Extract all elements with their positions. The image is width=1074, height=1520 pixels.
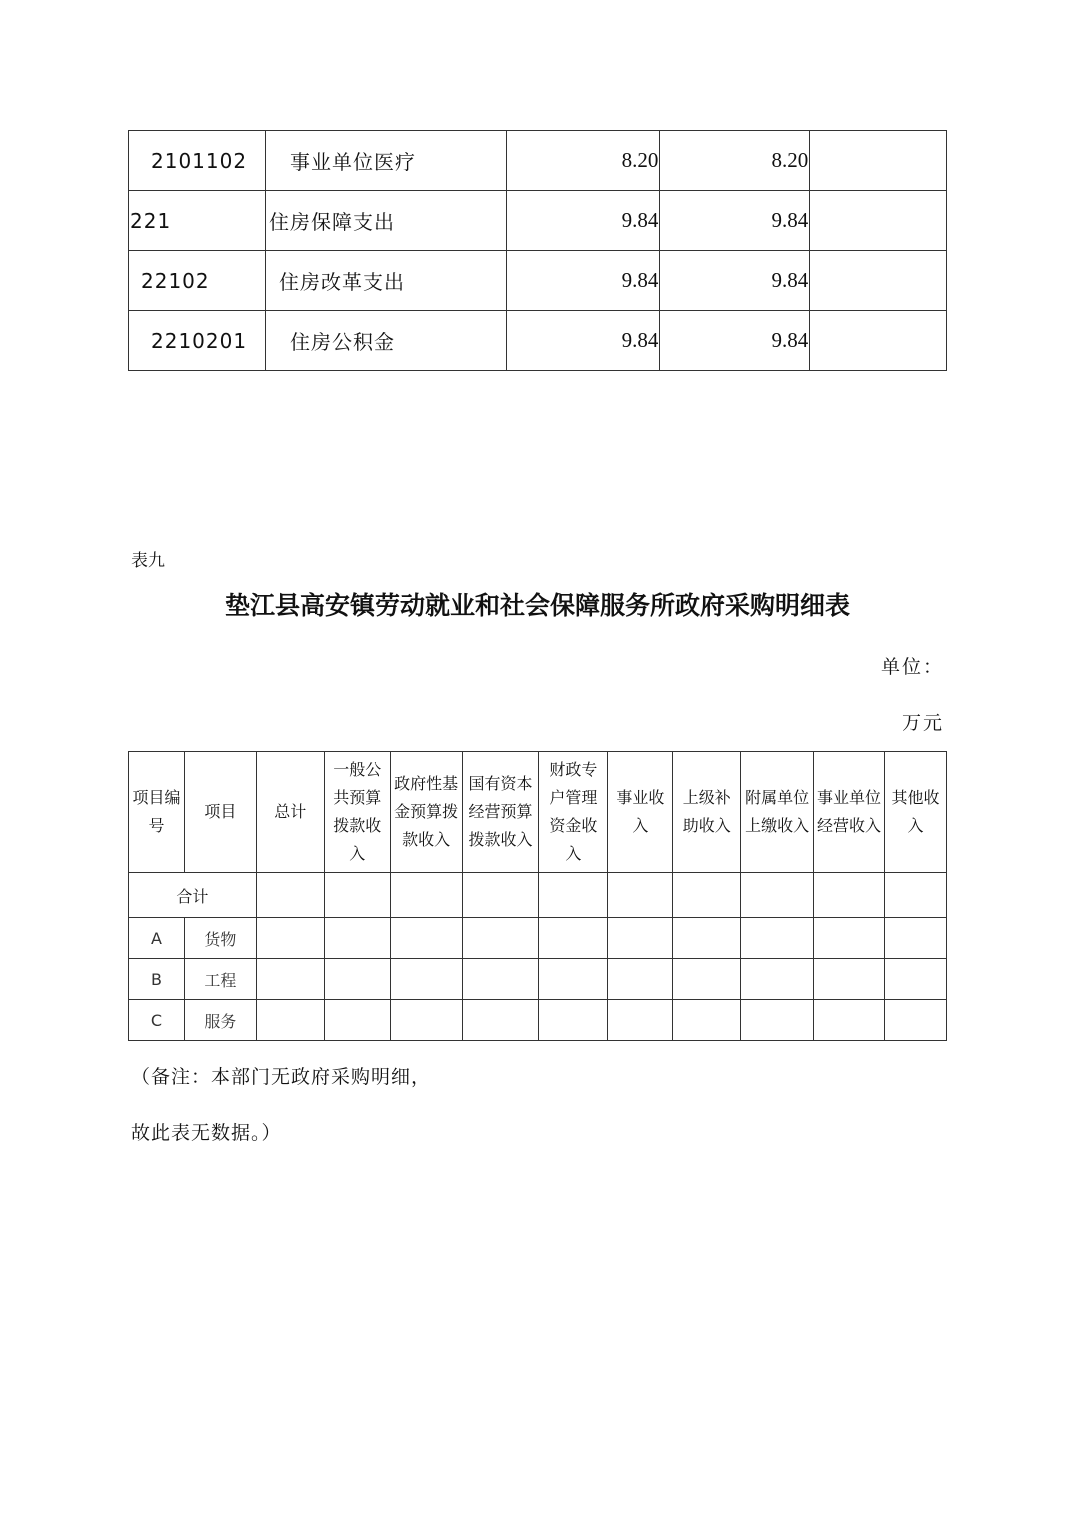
header-total: 总计 [256, 752, 324, 873]
row-value: 9.84 [506, 251, 660, 311]
category-name: 工程 [184, 959, 256, 1000]
table-row [129, 959, 947, 1000]
unit-value: 万元 [901, 712, 944, 734]
table-row [129, 311, 947, 371]
row-name: 住房保障支出 [265, 191, 506, 251]
cell [608, 959, 673, 1000]
row-code: 221 [129, 191, 266, 251]
cell [814, 1000, 885, 1041]
header-business-income: 事业收入 [608, 752, 673, 873]
cell [673, 1000, 741, 1041]
category-name: 服务 [184, 1000, 256, 1041]
header-code: 项目编号 [129, 752, 185, 873]
row-value: 9.84 [660, 191, 810, 251]
cell [462, 1000, 539, 1041]
cell [885, 1000, 947, 1041]
cell [608, 873, 673, 918]
cell [673, 959, 741, 1000]
row-empty [810, 311, 947, 371]
row-code: 2210201 [129, 311, 266, 371]
cell [256, 959, 324, 1000]
cell [885, 959, 947, 1000]
cell [673, 873, 741, 918]
cell [885, 873, 947, 918]
table-row [129, 918, 947, 959]
header-gov-fund: 政府性基金预算拨款收入 [390, 752, 462, 873]
sheet-label: 表九 [131, 551, 165, 571]
cell [256, 873, 324, 918]
row-value: 8.20 [660, 131, 810, 191]
row-value: 8.20 [506, 131, 660, 191]
total-label: 合计 [129, 873, 257, 918]
row-value: 9.84 [506, 311, 660, 371]
cell [814, 918, 885, 959]
table-row [129, 251, 947, 311]
note-line-2: 故此表无数据。） [131, 1122, 282, 1144]
header-general-budget: 一般公共预算拨款收入 [324, 752, 390, 873]
row-name: 住房改革支出 [265, 251, 506, 311]
cell [608, 1000, 673, 1041]
cell [256, 918, 324, 959]
header-row [129, 752, 947, 873]
category-code: C [129, 1000, 185, 1041]
cell [390, 1000, 462, 1041]
page-title: 垫江县高安镇劳动就业和社会保障服务所政府采购明细表 [224, 591, 850, 620]
header-state-capital: 国有资本经营预算拨款收入 [462, 752, 539, 873]
row-value: 9.84 [660, 251, 810, 311]
total-row [129, 873, 947, 918]
row-code: 2101102 [129, 131, 266, 191]
cell [256, 1000, 324, 1041]
cell [324, 959, 390, 1000]
table-row [129, 191, 947, 251]
header-special-account: 财政专户管理资金收入 [539, 752, 608, 873]
cell [390, 918, 462, 959]
table-row [129, 131, 947, 191]
header-affiliate-income: 附属单位上缴收入 [741, 752, 814, 873]
cell [539, 918, 608, 959]
table-row [129, 1000, 947, 1041]
note-line-1: （备注：本部门无政府采购明细， [131, 1066, 432, 1088]
cell [390, 959, 462, 1000]
row-empty [810, 131, 947, 191]
cell [324, 1000, 390, 1041]
header-superior-subsidy: 上级补助收入 [673, 752, 741, 873]
cell [462, 918, 539, 959]
row-code: 22102 [129, 251, 266, 311]
header-item: 项目 [184, 752, 256, 873]
cell [741, 918, 814, 959]
row-value: 9.84 [506, 191, 660, 251]
cell [814, 959, 885, 1000]
row-name: 住房公积金 [265, 311, 506, 371]
procurement-table [128, 751, 947, 1041]
cell [885, 918, 947, 959]
cell [462, 959, 539, 1000]
category-name: 货物 [184, 918, 256, 959]
expenditure-table [128, 130, 947, 371]
cell [814, 873, 885, 918]
cell [390, 873, 462, 918]
cell [539, 1000, 608, 1041]
cell [741, 1000, 814, 1041]
cell [539, 959, 608, 1000]
header-operating-income: 事业单位经营收入 [814, 752, 885, 873]
cell [741, 873, 814, 918]
row-empty [810, 251, 947, 311]
cell [741, 959, 814, 1000]
row-name: 事业单位医疗 [265, 131, 506, 191]
unit-label: 单位： [880, 656, 944, 678]
cell [462, 873, 539, 918]
cell [608, 918, 673, 959]
cell [673, 918, 741, 959]
category-code: B [129, 959, 185, 1000]
cell [539, 873, 608, 918]
header-other-income: 其他收入 [885, 752, 947, 873]
cell [324, 918, 390, 959]
row-empty [810, 191, 947, 251]
category-code: A [129, 918, 185, 959]
cell [324, 873, 390, 918]
row-value: 9.84 [660, 311, 810, 371]
